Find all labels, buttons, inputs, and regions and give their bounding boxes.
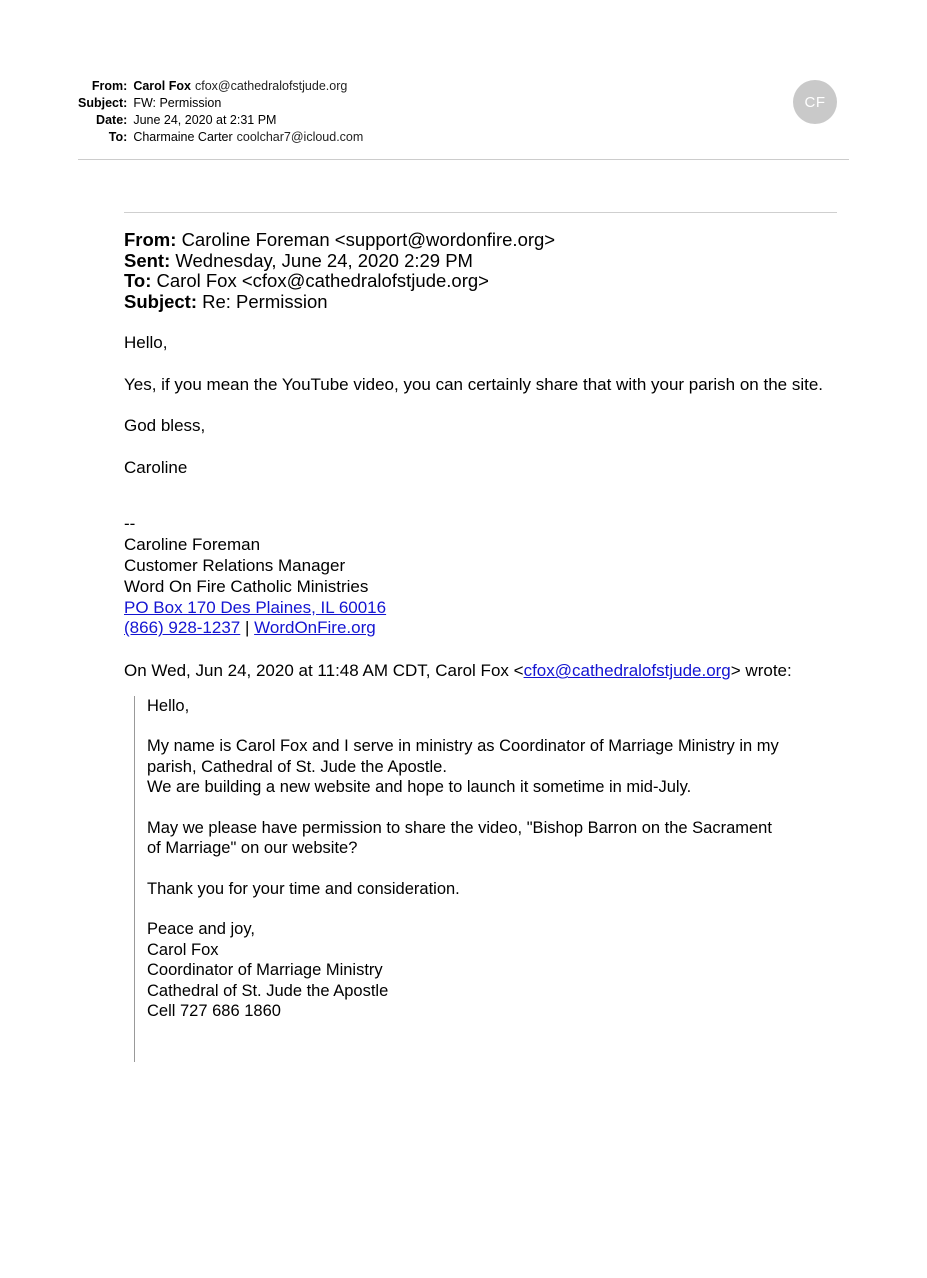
forwarded-from-value: Caroline Foreman <support@wordonfire.org> xyxy=(181,229,556,250)
sender-name: Carol Fox xyxy=(133,79,191,93)
forwarded-to-value: Carol Fox <cfox@cathedralofstjude.org> xyxy=(156,270,489,292)
original-paragraph-2-line-2: of Marriage" on our website? xyxy=(147,839,358,858)
avatar: CF xyxy=(793,80,837,124)
email-header xyxy=(0,78,927,146)
forwarded-subject-value: Re: Permission xyxy=(202,290,328,312)
signature-website-link[interactable]: WordOnFire.org xyxy=(254,618,376,638)
header-divider xyxy=(78,159,849,160)
header-value-date: June 24, 2020 at 2:31 PM xyxy=(133,113,277,127)
original-signoff-line-5: Cell 727 686 1860 xyxy=(147,1002,281,1021)
reply-closing: God bless, xyxy=(124,416,206,436)
quote-intro-email-link[interactable]: cfox@cathedralofstjude.org xyxy=(523,661,731,681)
signature-phone-link[interactable]: (866) 928-1237 xyxy=(124,618,241,638)
original-paragraph-1-line-3: We are building a new website and hope to launch it sometime in mid-July. xyxy=(147,778,692,797)
signature-dashes: -- xyxy=(124,514,136,534)
signature-name: Caroline Foreman xyxy=(124,535,261,555)
original-signoff-line-1: Peace and joy, xyxy=(147,920,255,939)
forwarded-from-label: From: xyxy=(124,229,177,250)
reply-signature xyxy=(124,514,837,639)
forwarded-sent xyxy=(124,251,837,272)
sender-email: cfox@cathedralofstjude.org xyxy=(194,79,348,93)
header-label-to: To: xyxy=(108,130,128,144)
header-label-from: From: xyxy=(91,79,128,93)
forwarded-to xyxy=(124,271,837,292)
original-paragraph-1-line-2: parish, Cathedral of St. Jude the Apostle. xyxy=(147,757,447,776)
forwarded-sent-value: Wednesday, June 24, 2020 2:29 PM xyxy=(175,249,473,271)
original-signoff-line-3: Coordinator of Marriage Ministry xyxy=(147,961,383,980)
quoted-message xyxy=(134,696,837,1062)
forwarded-from xyxy=(124,230,837,251)
original-signoff-line-4: Cathedral of St. Jude the Apostle xyxy=(147,981,389,1000)
signature-separator: | xyxy=(240,618,255,638)
header-row-subject xyxy=(78,95,363,112)
original-paragraph-2-line-1: May we please have permission to share the video, "Bishop Barron on the Sacrament xyxy=(147,818,772,837)
signature-org: Word On Fire Catholic Ministries xyxy=(124,576,369,596)
original-paragraph-2 xyxy=(147,818,837,859)
header-label-subject: Subject: xyxy=(78,96,128,110)
forwarded-sent-label: Sent: xyxy=(124,249,171,271)
body-top-divider xyxy=(124,212,837,213)
reply-signer: Caroline xyxy=(124,457,188,477)
quote-intro-suffix: > wrote: xyxy=(730,661,792,681)
reply-body: Yes, if you mean the YouTube video, you can certainly share that with your parish on the site. xyxy=(124,374,824,394)
email-page xyxy=(0,78,927,1278)
forwarded-to-label: To: xyxy=(124,270,152,292)
recipient-email: coolchar7@icloud.com xyxy=(236,130,364,144)
forwarded-header xyxy=(124,230,837,312)
original-signoff-line-2: Carol Fox xyxy=(147,940,219,959)
signature-address-link[interactable]: PO Box 170 Des Plaines, IL 60016 xyxy=(124,597,387,617)
original-paragraph-3: Thank you for your time and consideration. xyxy=(147,879,460,898)
header-value-subject: FW: Permission xyxy=(133,96,222,110)
quote-intro-prefix: On Wed, Jun 24, 2020 at 11:48 AM CDT, Carol Fox < xyxy=(124,661,524,681)
header-value-from xyxy=(133,78,363,95)
signature-contact-line xyxy=(124,618,837,639)
email-body xyxy=(0,212,927,1062)
email-header-fields xyxy=(78,78,363,146)
recipient-name: Charmaine Carter xyxy=(133,130,233,144)
original-greeting: Hello, xyxy=(147,696,190,715)
original-paragraph-1 xyxy=(147,736,837,798)
header-row-to xyxy=(78,129,363,146)
forwarded-subject-label: Subject: xyxy=(124,290,197,312)
original-signoff xyxy=(147,919,837,1022)
header-value-to xyxy=(133,129,363,146)
quote-intro xyxy=(124,661,837,682)
original-paragraph-1-line-1: My name is Carol Fox and I serve in ministry as Coordinator of Marriage Ministry in my xyxy=(147,737,779,756)
header-row-from xyxy=(78,78,363,95)
signature-address-line xyxy=(124,598,837,619)
forwarded-subject xyxy=(124,292,837,313)
header-row-date xyxy=(78,112,363,129)
signature-title: Customer Relations Manager xyxy=(124,555,346,575)
header-label-date: Date: xyxy=(96,113,128,127)
reply-greeting: Hello, xyxy=(124,333,168,353)
